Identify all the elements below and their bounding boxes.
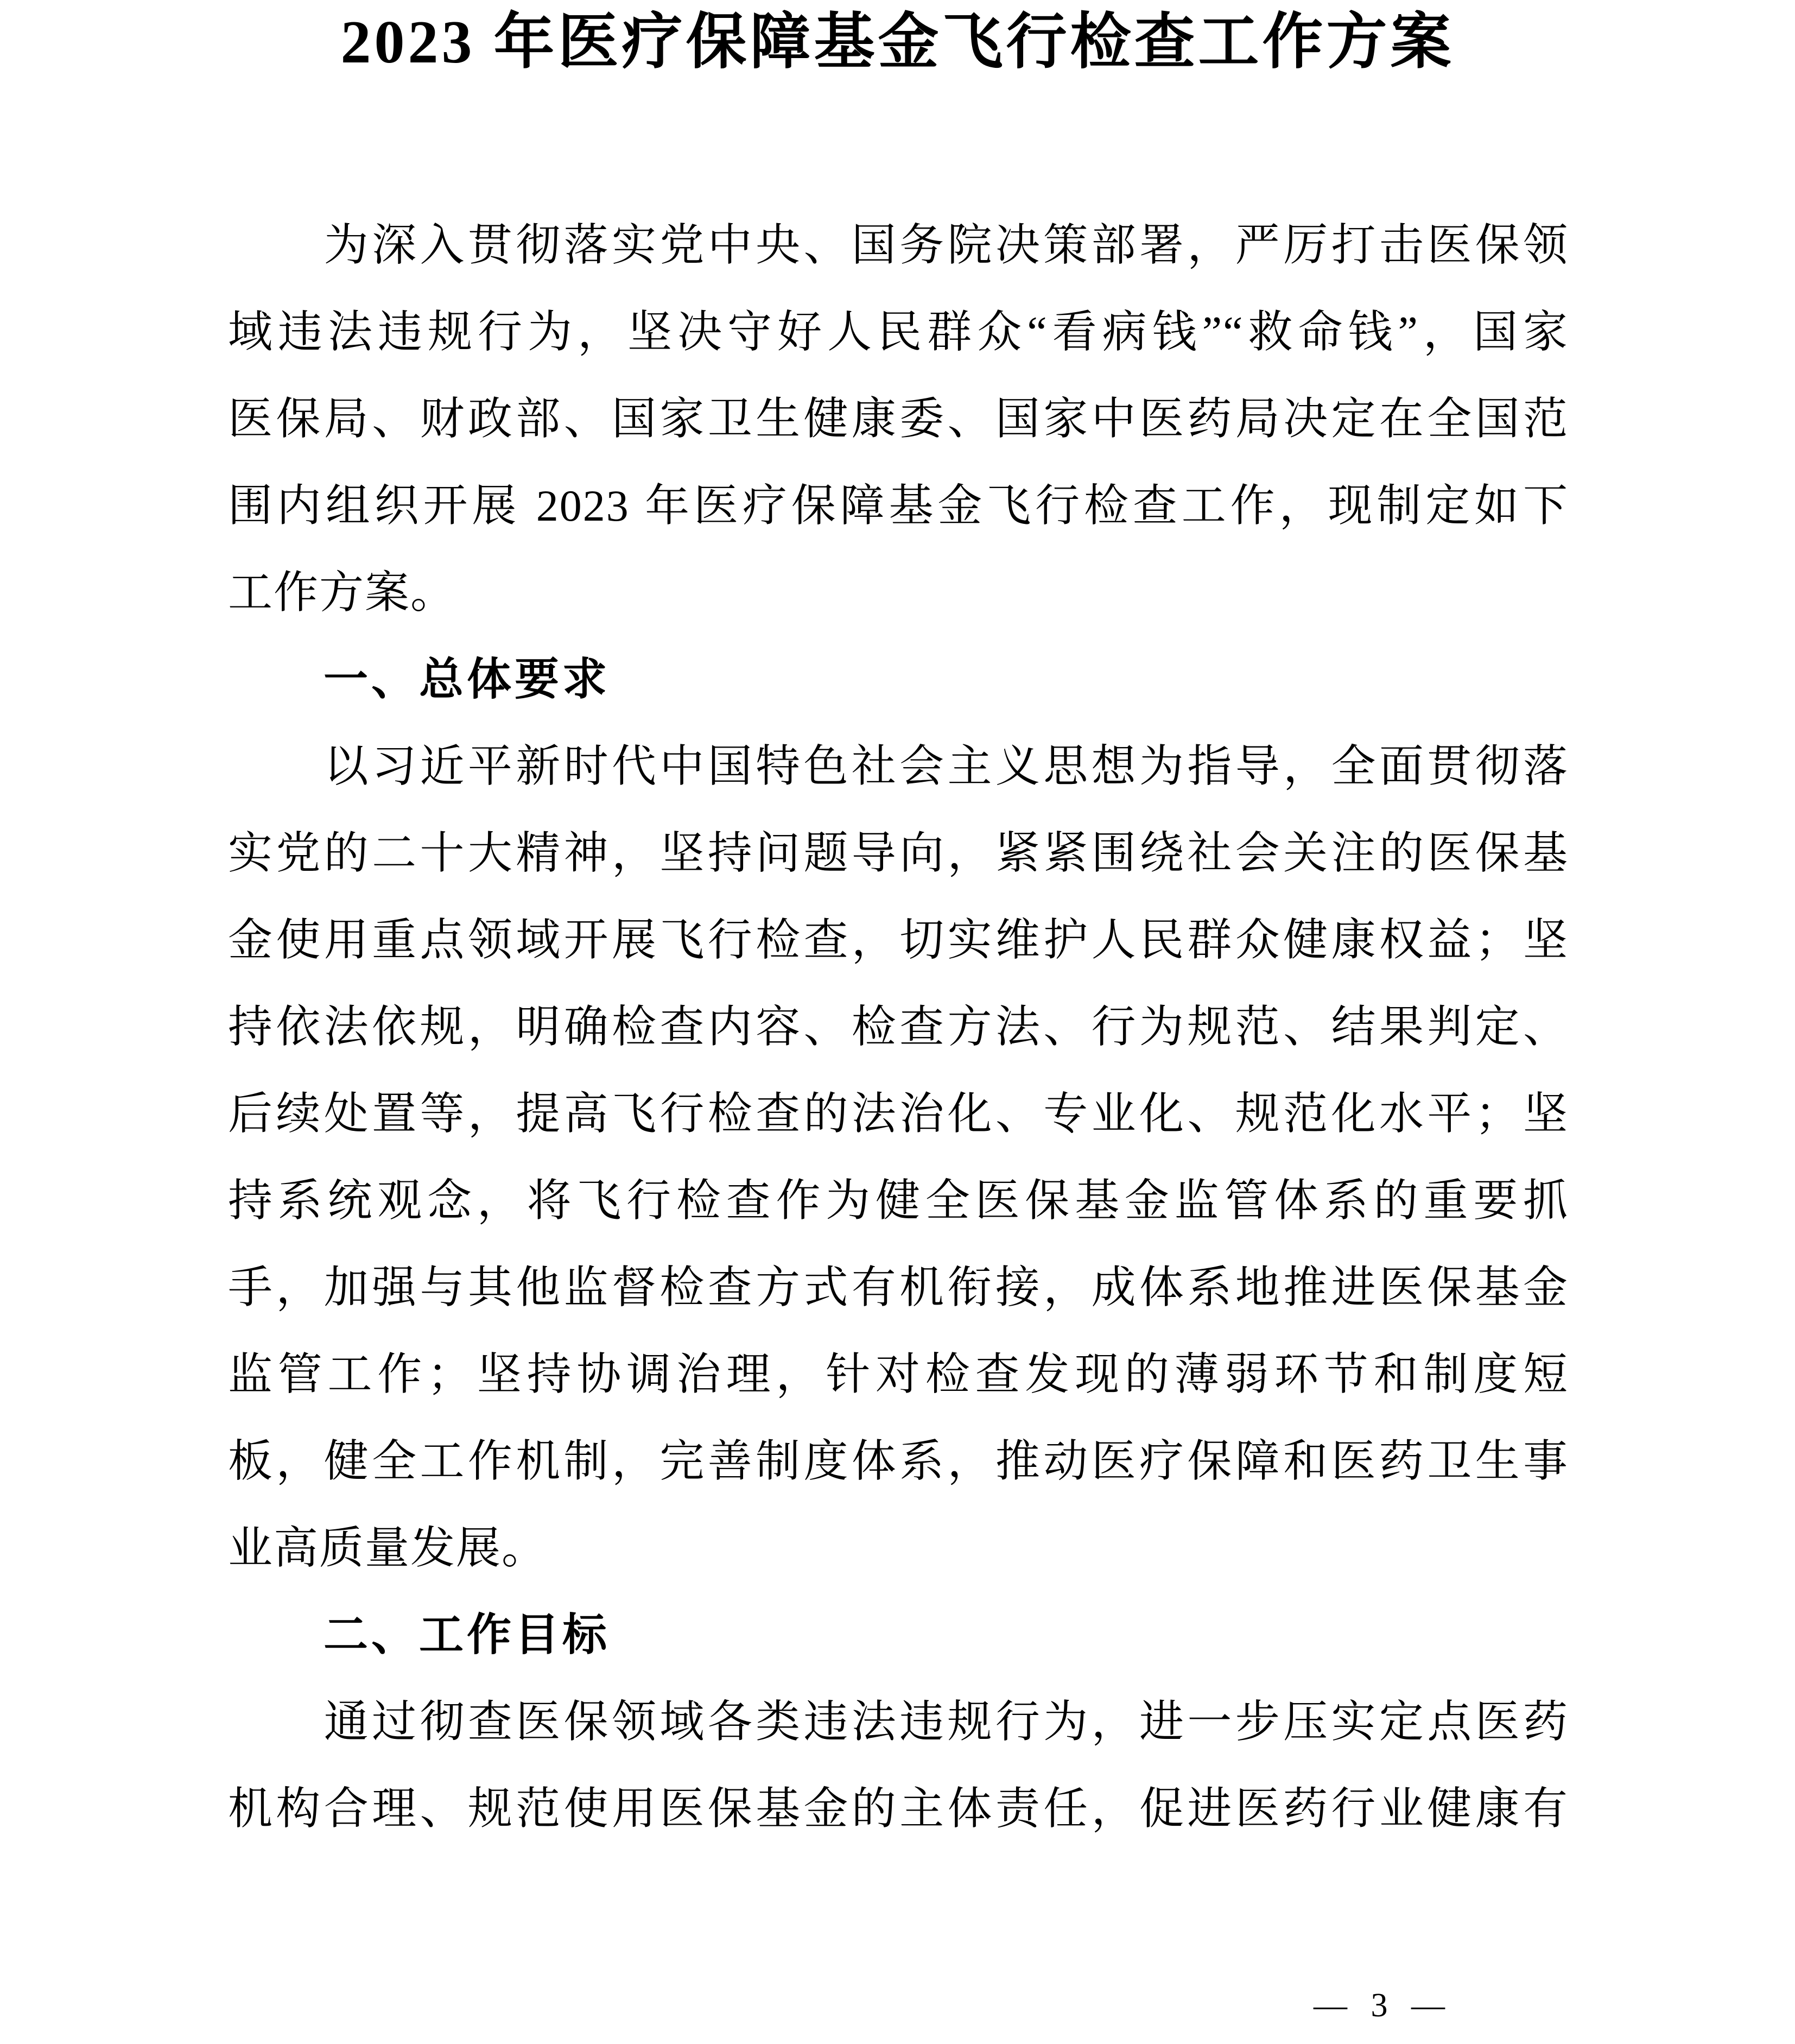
paragraph-line: 为深入贯彻落实党中央、国务院决策部署，严厉打击医保领 [228, 220, 1569, 270]
paragraph-line: 持依法依规，明确检查内容、检查方法、行为规范、结果判定、 [228, 1002, 1569, 1052]
paragraph-line: 以习近平新时代中国特色社会主义思想为指导，全面贯彻落 [228, 742, 1569, 791]
paragraph-line: 实党的二十大精神，坚持问题导向，紧紧围绕社会关注的医保基 [228, 828, 1569, 878]
paragraph-line: 持系统观念，将飞行检查作为健全医保基金监管体系的重要抓 [228, 1176, 1569, 1225]
section-heading: 一、总体要求 [228, 655, 611, 704]
paragraph-line: 围内组织开展 2023 年医疗保障基金飞行检查工作，现制定如下 [228, 481, 1569, 530]
paragraph-line: 监管工作；坚持协调治理，针对检查发现的薄弱环节和制度短 [228, 1350, 1569, 1399]
paragraph-line: 板，健全工作机制，完善制度体系，推动医疗保障和医药卫生事 [228, 1437, 1569, 1486]
paragraph-line: 医保局、财政部、国家卫生健康委、国家中医药局决定在全国范 [228, 394, 1569, 444]
page-number: — 3 — [1314, 1987, 1453, 2024]
paragraph-line: 业高质量发展。 [228, 1523, 548, 1573]
paragraph-line: 机构合理、规范使用医保基金的主体责任，促进医药行业健康有 [228, 1784, 1569, 1833]
paragraph-line: 后续处置等，提高飞行检查的法治化、专业化、规范化水平；坚 [228, 1089, 1569, 1138]
paragraph-line: 域违法违规行为，坚决守好人民群众“看病钱”“救命钱”，国家 [228, 307, 1569, 357]
paragraph-line: 金使用重点领域开展飞行检查，切实维护人民群众健康权益；坚 [228, 915, 1569, 965]
paragraph-line: 工作方案。 [228, 568, 456, 617]
paragraph-line: 通过彻查医保领域各类违法违规行为，进一步压实定点医药 [228, 1697, 1569, 1746]
document-body [228, 202, 1569, 1852]
document-title: 2023 年医疗保障基金飞行检查工作方案 [340, 9, 1455, 76]
section-heading: 二、工作目标 [228, 1610, 611, 1660]
paragraph-line: 手，加强与其他监督检查方式有机衔接，成体系地推进医保基金 [228, 1263, 1569, 1312]
